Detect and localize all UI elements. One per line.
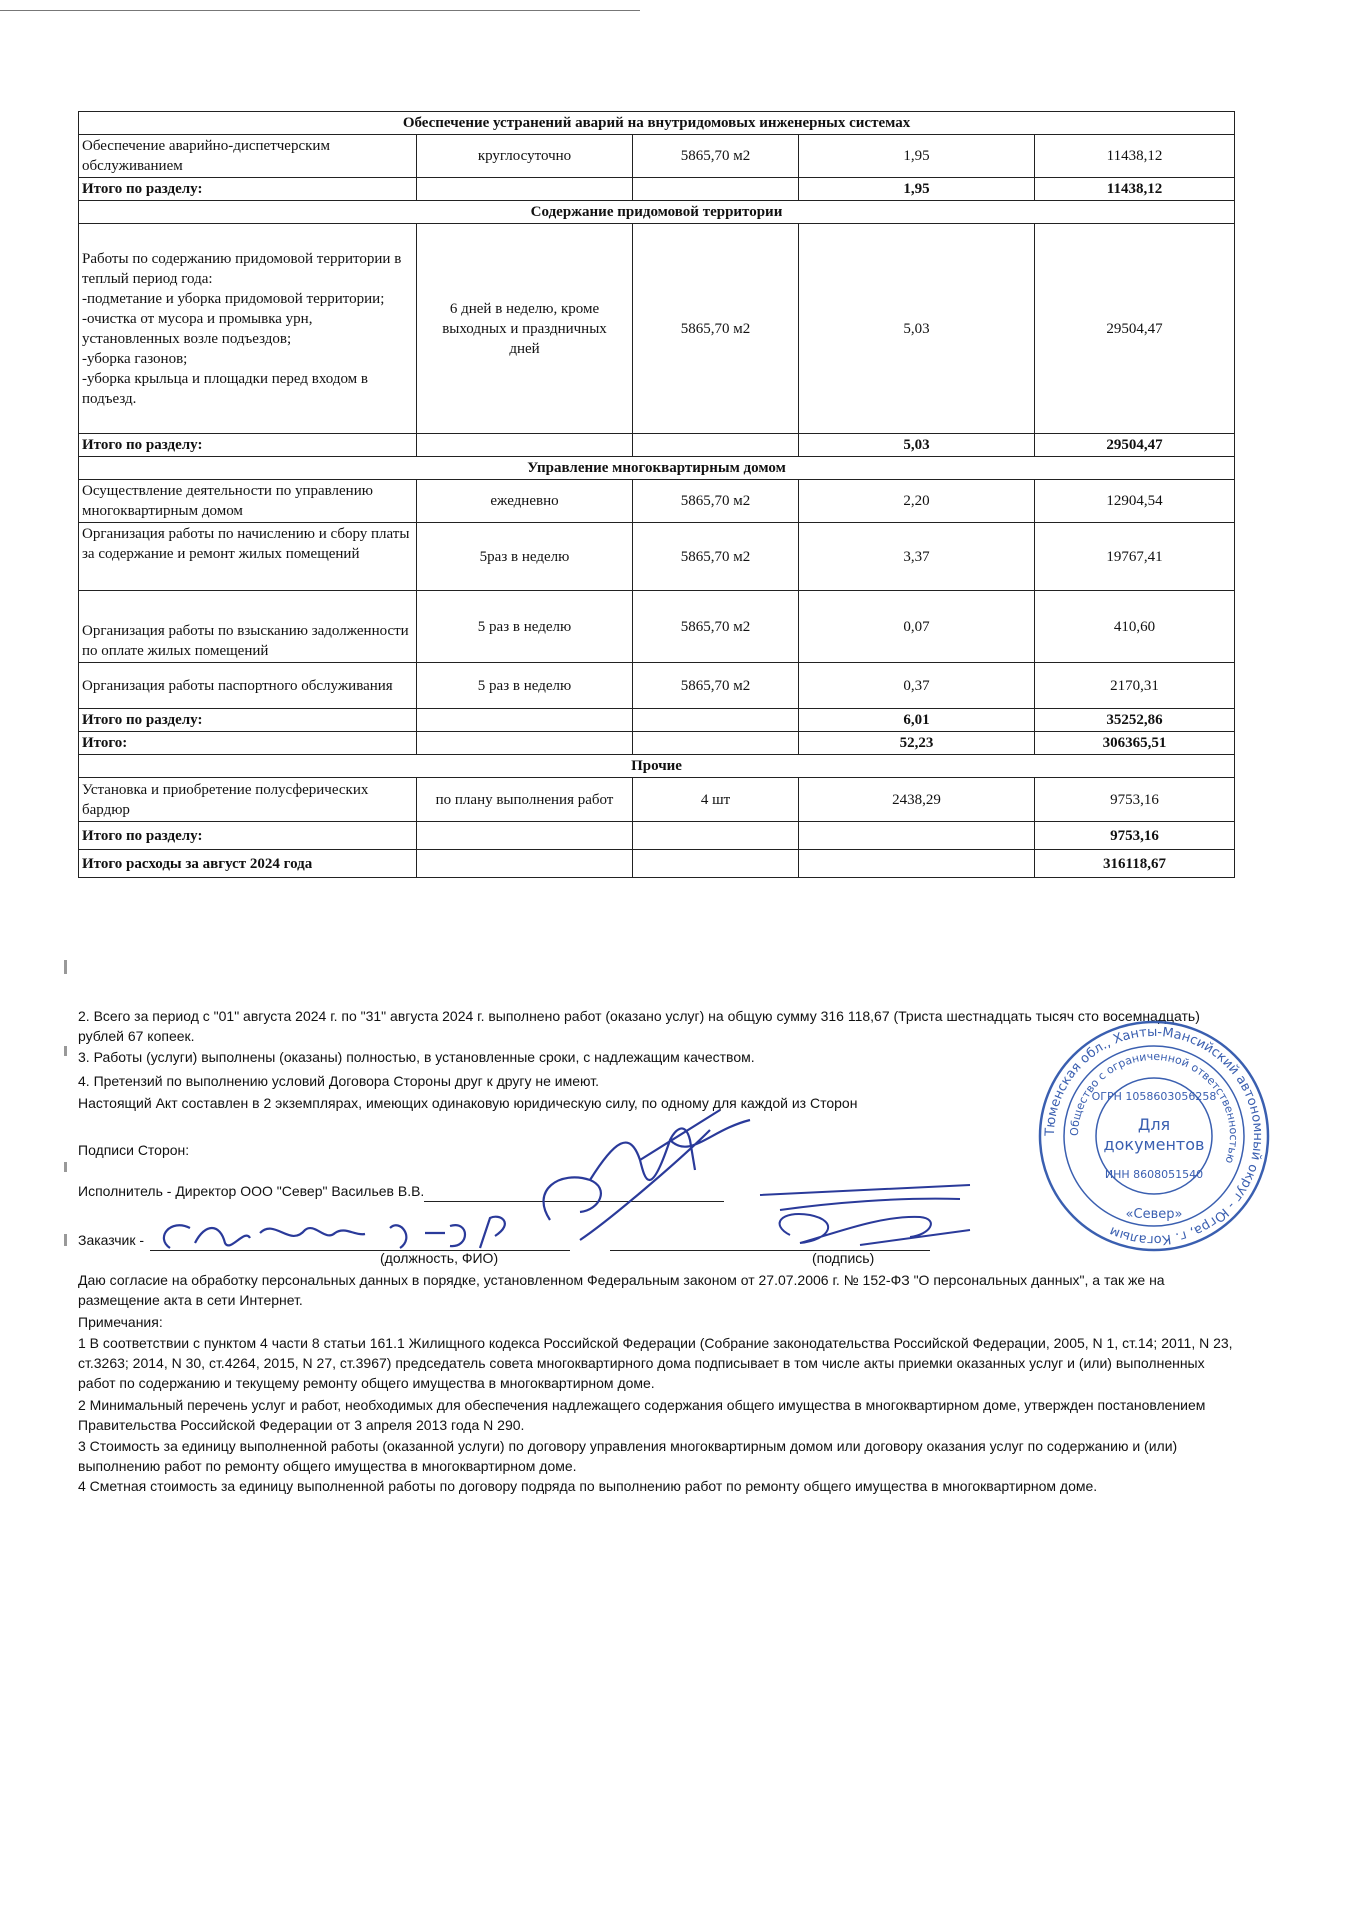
- scan-artifact: [64, 1234, 67, 1246]
- periodicity: 5 раз в неделю: [417, 663, 633, 709]
- cost: 2170,31: [1035, 663, 1235, 709]
- empty-cell: [799, 850, 1035, 878]
- section-title: Прочие: [79, 755, 1235, 778]
- empty-cell: [633, 178, 799, 201]
- section-header: [79, 201, 1235, 224]
- volume: 4 шт: [633, 778, 799, 822]
- empty-cell: [417, 709, 633, 732]
- work-name: Организация работы по взысканию задолженности по оплате жилых помещений: [79, 591, 417, 663]
- table-row: [79, 663, 1235, 709]
- grand-total-cost: 306365,51: [1035, 732, 1235, 755]
- stamp-ogrn: ОГРН 1058603056258: [1091, 1090, 1217, 1103]
- unit-price: 1,95: [799, 135, 1035, 178]
- periodicity: круглосуточно: [417, 135, 633, 178]
- subtotal-label: Итого по разделу:: [79, 709, 417, 732]
- table-row: [79, 480, 1235, 523]
- work-name: Организация работы паспортного обслуживания: [79, 663, 417, 709]
- paragraph-copies: Настоящий Акт составлен в 2 экземплярах, имеющих одинаковую юридическую силу, по одному для каждой из Сторон: [78, 1095, 858, 1111]
- subtotal-cost: 29504,47: [1035, 434, 1235, 457]
- volume: 5865,70 м2: [633, 224, 799, 434]
- periodicity: по плану выполнения работ: [417, 778, 633, 822]
- company-stamp: [1036, 1018, 1272, 1254]
- paragraph-no-claims: 4. Претензий по выполнению условий Договора Стороны друг к другу не имеют.: [78, 1073, 599, 1089]
- customer-handwriting: [150, 1208, 530, 1268]
- services-table: [78, 111, 1235, 878]
- section-title: Обеспечение устранений аварий на внутридомовых инженерных системах: [79, 112, 1235, 135]
- subtotal-row: [79, 822, 1235, 850]
- executor-signature: [520, 1100, 760, 1250]
- subtotal-label: Итого по разделу:: [79, 178, 417, 201]
- paragraph-total-sum: 2. Всего за период с "01" августа 2024 г. по "31" августа 2024 г. выполнено работ (оказано услуг) на общую сумму 316 118,67 (Триста шестнадцать тысяч сто восемнадцать) рублей 67 копеек.: [78, 1008, 1200, 1044]
- unit-price: 0,07: [799, 591, 1035, 663]
- empty-cell: [633, 850, 799, 878]
- periodicity: 5 раз в неделю: [417, 591, 633, 663]
- subtotal-cost: 9753,16: [1035, 822, 1235, 850]
- table-row: [79, 224, 1235, 434]
- work-name: Осуществление деятельности по управлению многоквартирным домом: [79, 480, 417, 523]
- signatures-title: Подписи Сторон:: [78, 1142, 190, 1158]
- empty-cell: [633, 709, 799, 732]
- work-line: -уборка крыльца и площадки перед входом в подъезд.: [82, 370, 368, 407]
- volume: 5865,70 м2: [633, 663, 799, 709]
- stamp-ring-text: Тюменская обл., Ханты-Мансийский автономный округ - Югра, г. Когалым: [1042, 1024, 1266, 1248]
- volume: 5865,70 м2: [633, 480, 799, 523]
- scan-artifact: [64, 960, 67, 974]
- cost: 410,60: [1035, 591, 1235, 663]
- final-total-label: Итого расходы за август 2024 года: [79, 850, 417, 878]
- work-line: -уборка газонов;: [82, 350, 188, 367]
- empty-cell: [417, 178, 633, 201]
- unit-price: 0,37: [799, 663, 1035, 709]
- work-name: [79, 224, 417, 434]
- note-4: 4 Сметная стоимость за единицу выполненной работы по договору подряда по выполнению работ по ремонту общего имущества в многоквартирном доме.: [78, 1478, 1098, 1494]
- caption-sign: (подпись): [812, 1250, 875, 1266]
- stamp-center-line2: документов: [1103, 1135, 1205, 1154]
- grand-total-row: [79, 732, 1235, 755]
- subtotal-label: Итого по разделу:: [79, 822, 417, 850]
- consent-text: Даю согласие на обработку персональных данных в порядке, установленном Федеральным законом от 27.07.2006 г. № 152-ФЗ "О персональных данных", а так же на размещение акта в сети Интернет.: [78, 1272, 1165, 1308]
- work-name: Обеспечение аварийно-диспетчерским обслуживанием: [79, 135, 417, 178]
- subtotal-cost: 11438,12: [1035, 178, 1235, 201]
- scan-edge-line: [0, 10, 640, 11]
- final-total-cost: 316118,67: [1035, 850, 1235, 878]
- cost: 9753,16: [1035, 778, 1235, 822]
- subtotal-row: [79, 434, 1235, 457]
- section-title: Управление многоквартирным домом: [79, 457, 1235, 480]
- note-3: 3 Стоимость за единицу выполненной работы (оказанной услуги) по договору управления многоквартирным домом или договору оказания услуг по содержанию и (или) выполнению работ по ремонту общего имущества в многоквартирном доме.: [78, 1438, 1178, 1474]
- unit-price: 2438,29: [799, 778, 1035, 822]
- subtotal-price: 1,95: [799, 178, 1035, 201]
- paragraph-quality: 3. Работы (услуги) выполнены (оказаны) полностью, в установленные сроки, с надлежащим качеством.: [78, 1049, 755, 1065]
- section-header: [79, 112, 1235, 135]
- cost: 12904,54: [1035, 480, 1235, 523]
- subtotal-price: [799, 822, 1035, 850]
- empty-cell: [417, 822, 633, 850]
- subtotal-row: [79, 709, 1235, 732]
- subtotal-row: [79, 178, 1235, 201]
- note-2: 2 Минимальный перечень услуг и работ, необходимых для обеспечения надлежащего содержания общего имущества в многоквартирном доме, утвержден постановлением Правительства Российской Федерации от 3 апреля 2013 года N 290.: [78, 1397, 1206, 1433]
- cost: 19767,41: [1035, 523, 1235, 591]
- work-line: -подметание и уборка придомовой территории;: [82, 290, 385, 307]
- note-1: 1 В соответствии с пунктом 4 части 8 статьи 161.1 Жилищного кодекса Российской Федерации (Собрание законодательства Российской Федерации, 2005, N 1, ст.14; 2011, N 23, ст.3263; 2014, N 30, ст.4264, 2015, N 27, ст.3967) председатель совета многоквартирного дома подписывает в том числе акты приемки оказанных услуг и (или) выполненных работ по содержанию и текущему ремонту общего имущества в многоквартирном доме.: [78, 1335, 1233, 1391]
- empty-cell: [417, 434, 633, 457]
- unit-price: 3,37: [799, 523, 1035, 591]
- unit-price: 2,20: [799, 480, 1035, 523]
- scan-artifact: [64, 1162, 67, 1172]
- customer-label: Заказчик -: [78, 1232, 145, 1248]
- caption-position: (должность, ФИО): [380, 1250, 499, 1266]
- empty-cell: [633, 434, 799, 457]
- cost: 11438,12: [1035, 135, 1235, 178]
- work-name: Организация работы по начислению и сбору платы за содержание и ремонт жилых помещений: [79, 523, 417, 591]
- stamp-inn: ИНН 8608051540: [1104, 1168, 1204, 1181]
- empty-cell: [417, 732, 633, 755]
- subtotal-price: 5,03: [799, 434, 1035, 457]
- volume: 5865,70 м2: [633, 523, 799, 591]
- stamp-inner-text: Общество с ограниченной ответственностью: [1067, 1049, 1241, 1165]
- table-row: [79, 591, 1235, 663]
- volume: 5865,70 м2: [633, 135, 799, 178]
- work-name: Установка и приобретение полусферических бардюр: [79, 778, 417, 822]
- customer-signature: [740, 1175, 990, 1260]
- notes-title: Примечания:: [78, 1314, 163, 1330]
- work-line: -очистка от мусора и промывка урн, установленных возле подъездов;: [82, 310, 313, 347]
- empty-cell: [417, 850, 633, 878]
- section-header: [79, 457, 1235, 480]
- stamp-center-line1: Для: [1137, 1115, 1171, 1134]
- periodicity: 6 дней в неделю, кроме выходных и праздничных дней: [417, 224, 633, 434]
- stamp-company-name: «Север»: [1125, 1207, 1183, 1222]
- final-total-row: [79, 850, 1235, 878]
- cost: 29504,47: [1035, 224, 1235, 434]
- table-row: [79, 135, 1235, 178]
- empty-cell: [633, 822, 799, 850]
- section-title: Содержание придомовой территории: [79, 201, 1235, 224]
- periodicity: 5раз в неделю: [417, 523, 633, 591]
- volume: 5865,70 м2: [633, 591, 799, 663]
- grand-total-price: 52,23: [799, 732, 1035, 755]
- work-line: Работы по содержанию придомовой территории в теплый период года:: [82, 250, 402, 287]
- periodicity: ежедневно: [417, 480, 633, 523]
- section-header: [79, 755, 1235, 778]
- subtotal-label: Итого по разделу:: [79, 434, 417, 457]
- grand-total-label: Итого:: [79, 732, 417, 755]
- empty-cell: [633, 732, 799, 755]
- scan-artifact: [64, 1046, 67, 1056]
- unit-price: 5,03: [799, 224, 1035, 434]
- table-row: [79, 523, 1235, 591]
- subtotal-price: 6,01: [799, 709, 1035, 732]
- executor-label: Исполнитель - Директор ООО "Север" Васильев В.В.: [78, 1183, 425, 1199]
- subtotal-cost: 35252,86: [1035, 709, 1235, 732]
- table-row: [79, 778, 1235, 822]
